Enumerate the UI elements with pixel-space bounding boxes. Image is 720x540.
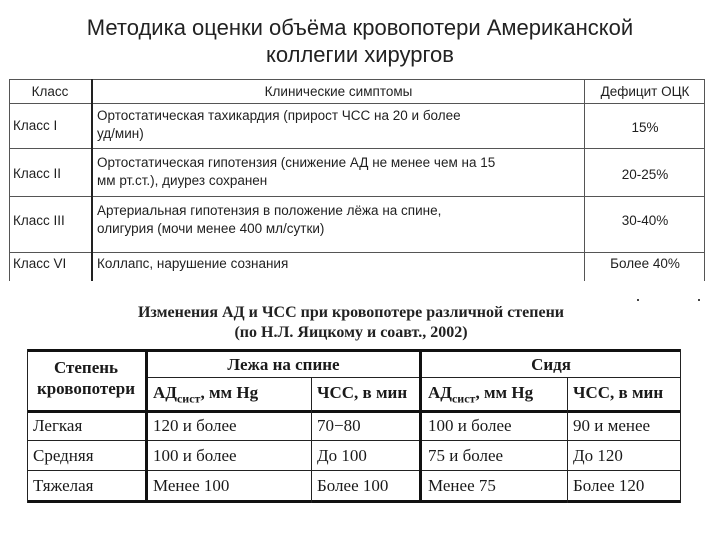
row-bp-sitting: 75 и более <box>428 446 504 465</box>
row-hr-sitting: 90 и менее <box>573 416 651 435</box>
row-bp-lying: 100 и более <box>153 446 237 465</box>
header-deficit: Дефицит ОЦК <box>600 84 690 99</box>
bp-hr-table <box>27 349 681 503</box>
symptoms-line: олигурия (мочи менее 400 мл/сутки) <box>97 221 325 236</box>
page-title-line-2: коллегии хирургов <box>266 42 454 67</box>
table-border <box>146 377 681 378</box>
row-symptoms <box>97 202 577 238</box>
row-class: Класс II <box>13 166 62 181</box>
row-deficit: 30-40% <box>621 213 669 228</box>
row-deficit: Более 40% <box>610 256 680 271</box>
symptoms-line: мм рт.ст.), диурез сохранен <box>97 173 268 188</box>
table-border <box>91 79 93 281</box>
row-deficit: 15% <box>631 120 659 135</box>
bp-hr-table-title <box>112 303 590 343</box>
header-degree-line-2: кровопотери <box>36 379 136 398</box>
row-degree: Тяжелая <box>33 476 94 495</box>
symptoms-line: Ортостатическая гипотензия (снижение АД не менее чем на 15 <box>97 155 496 170</box>
bp-suffix: , мм Hg <box>475 383 534 402</box>
row-class: Класс III <box>13 213 65 228</box>
table-border <box>311 377 312 503</box>
scan-speck <box>698 299 700 301</box>
table-border <box>27 410 681 413</box>
symptoms-line: уд/мин) <box>97 126 144 141</box>
header-hr-lying: ЧСС, в мин <box>317 383 408 402</box>
header-bp-lying <box>153 382 258 409</box>
symptoms-line: Артериальная гипотензия в положение лёжа на спине, <box>97 203 442 218</box>
bp-prefix: АД <box>428 383 452 402</box>
row-bp-sitting: Менее 75 <box>428 476 496 495</box>
table-border <box>567 377 568 503</box>
bp-prefix: АД <box>153 383 177 402</box>
table-border <box>680 349 681 503</box>
row-bp-lying: Менее 100 <box>153 476 230 495</box>
table-border <box>9 196 705 197</box>
header-sitting: Сидя <box>531 355 571 374</box>
row-bp-lying: 120 и более <box>153 416 237 435</box>
table-border <box>9 79 10 281</box>
table-border <box>27 440 681 441</box>
header-hr-sitting: ЧСС, в мин <box>573 383 664 402</box>
row-hr-lying: До 100 <box>317 446 367 465</box>
bp-subscript: сист <box>451 391 476 406</box>
row-hr-lying: Более 100 <box>317 476 389 495</box>
row-degree: Средняя <box>33 446 94 465</box>
row-deficit: 20-25% <box>621 167 669 182</box>
table-border <box>9 252 705 253</box>
bp-hr-title-line-1: Изменения АД и ЧСС при кровопотере различной степени <box>137 304 565 321</box>
blood-loss-class-table <box>9 79 705 281</box>
header-symptoms: Клинические симптомы <box>264 84 413 99</box>
table-border <box>27 470 681 471</box>
header-bp-sitting <box>428 382 533 409</box>
row-hr-sitting: Более 120 <box>573 476 645 495</box>
bp-hr-title-line-2: (по Н.Л. Яицкому и соавт., 2002) <box>234 324 468 341</box>
row-degree: Легкая <box>33 416 83 435</box>
row-bp-sitting: 100 и более <box>428 416 512 435</box>
row-symptoms: Коллапс, нарушение сознания <box>97 256 289 271</box>
bp-suffix: , мм Hg <box>200 383 259 402</box>
table-border <box>27 500 681 503</box>
table-border <box>704 79 705 281</box>
table-border <box>9 103 705 104</box>
header-degree <box>27 357 145 399</box>
page-title-line-1: Методика оценки объёма кровопотери Американской <box>86 15 634 40</box>
table-border <box>584 79 585 281</box>
header-degree-line-1: Степень <box>53 358 119 377</box>
page-title <box>0 14 720 68</box>
table-border <box>9 79 705 80</box>
row-class: Класс I <box>13 118 58 133</box>
row-hr-lying: 70−80 <box>317 416 361 435</box>
row-hr-sitting: До 120 <box>573 446 623 465</box>
row-symptoms <box>97 107 577 143</box>
row-symptoms <box>97 154 582 190</box>
bp-subscript: сист <box>176 391 201 406</box>
row-class: Класс VI <box>13 256 67 271</box>
header-class: Класс <box>31 84 69 99</box>
table-border <box>9 148 705 149</box>
scan-speck <box>637 299 639 301</box>
header-lying: Лежа на спине <box>227 355 340 374</box>
symptoms-line: Ортостатическая тахикардия (прирост ЧСС на 20 и более <box>97 108 461 123</box>
table-border <box>27 349 681 352</box>
